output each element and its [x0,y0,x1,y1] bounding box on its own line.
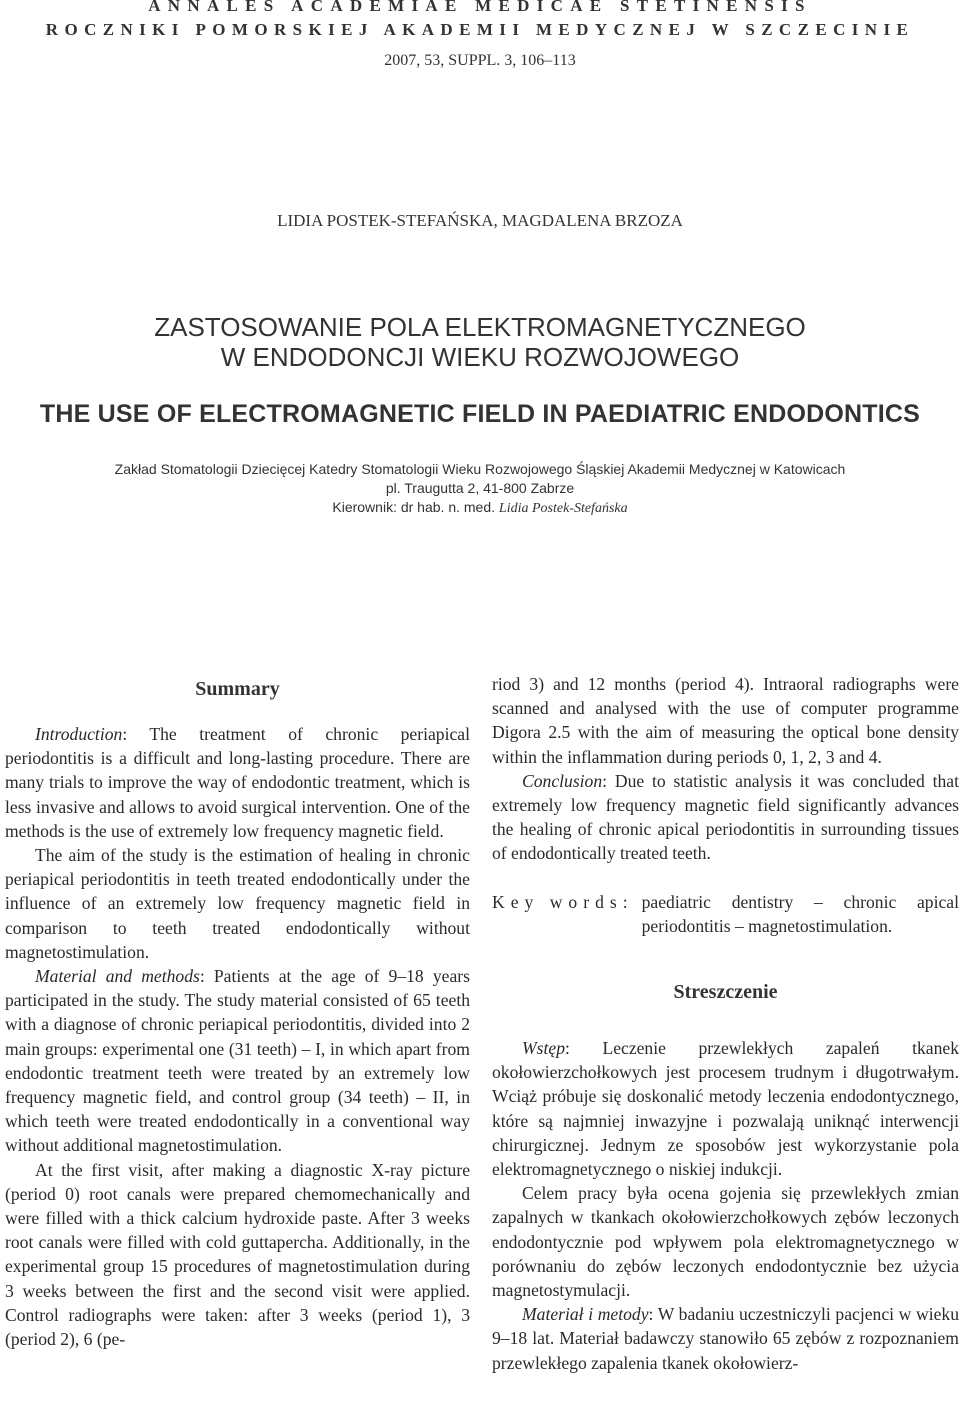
summary-methods [5,964,470,1158]
affiliation-head [0,499,960,517]
affiliation-head-name: Lidia Postek-Stefańska [498,501,628,516]
wstep-text: : Leczenie przewlekłych zapaleń tkanek okołowierzchołkowych jest procesem trudnym i długotrwałym. Wciąż próbuje się doskonalić metody leczenia endodontycznego, które są najmniej inwazyjne i pozwalają uniknąć interwencji chirurgicznej. Jednym ze sposobów jest wykorzystanie pola elektromagnetycznego o niskiej indukcji. [492,1038,959,1180]
methods-text: : Patients at the age of 9–18 years participated in the study. The study material consisted of 65 teeth with a diagnose of chronic periapical periodontitis, divided into 2 main groups: experimental one (31 teeth) – I, in which apart from endodontic treatment teeth were treated by an extremely low frequency magnetic field, and control group (34 teeth) – II, in which teeth were treated endodontically in a conventional way without additional magnetostimulation. [5,966,470,1156]
streszczenie-wstep [492,1036,959,1181]
conclusion-label: Conclusion [522,770,603,791]
summary-visit-part1: At the first visit, after making a diagnostic X-ray picture (period 0) root canals were prepared chemomechanically and were filled with a thick calcium hydroxide paste. After 3 weeks root canals were filled with cold guttapercha. Additionally, in the experimental group 15 procedures of magnetostimulation during 3 weeks between the first and the second visit were applied. Control radiographs were taken: after 3 weeks (period 1), 3 (period 2), 6 (pe- [5,1159,470,1350]
streszczenie-heading: Streszczenie [673,981,778,1004]
summary-aim: The aim of the study is the estimation of healing in chronic periapical periodontitis in teeth treated endodontically under the influence of an extremely low frequency magnetic field in comparison to teeth treated endodontically without magnetostimulation. [5,845,470,962]
wstep-label: Wstęp [522,1038,565,1059]
journal-citation: 2007, 53, SUPPL. 3, 106–113 [384,52,576,69]
material-label: Materiał i metody [522,1304,649,1325]
introduction-label: Introduction [35,724,123,744]
title-english: THE USE OF ELECTROMAGNETIC FIELD IN PAEDIATRIC ENDODONTICS [39,400,921,428]
streszczenie-material [492,1302,959,1375]
authors: LIDIA POSTEK-STEFAŃSKA, MAGDALENA BRZOZA [277,211,683,230]
summary-column-left [5,672,470,1351]
journal-title-latin: ANNALES ACADEMIAE MEDICAE STETINENSIS [148,0,812,15]
affiliation-department: Zakład Stomatologii Dziecięcej Katedry Stomatologii Wieku Rozwojowego Śląskiej Akademii Medycznej w Katowicach [114,461,846,477]
introduction-text: : The treatment of chronic periapical periodontitis is a difficult and long-lasting procedure. There are many trials to improve the way of endodontic treatment, which is less invasive and allows to avoid surgical intervention. One of the methods is the use of extremely low frequency magnetic field. [5,724,470,841]
key-words [492,890,959,938]
summary-conclusion [492,769,959,866]
key-words-text: paediatric dentistry – chronic apical periodontitis – magnetostimulation. [641,891,959,936]
summary-visit-part2: riod 3) and 12 months (period 4). Intraoral radiographs were scanned and analysed with the use of computer programme Digora 2.5 with the aim of measuring the optical bone density within the inflammation during periods 0, 1, 2, 3 and 4. [492,674,959,767]
journal-title-polish: ROCZNIKI POMORSKIEJ AKADEMII MEDYCZNEJ W SZCZECINIE [45,20,915,39]
material-text: : W badaniu uczestniczyli pacjenci w wieku 9–18 lat. Materiał badawczy stanowiło 65 zębów z rozpoznaniem przewlekłego zapalenia tkanek okołowierz- [492,1304,959,1373]
summary-introduction [5,722,470,843]
key-words-label: Key words: [492,891,634,912]
summary-column-right [492,672,959,1375]
streszczenie-cel: Celem pracy była ocena gojenia się przewlekłych zmian zapalnych w tkankach okołowierzchołkowych zębów leczonych endodontycznie pod wpływem pola elektromagnetycznego w porównaniu do zębów leczonych endodontycznie bez użycia magnetostymulacji. [492,1183,959,1301]
summary-heading: Summary [195,678,280,700]
title-polish-line2: W ENDODONCJI WIEKU ROZWOJOWEGO [220,342,740,372]
affiliation-address: pl. Traugutta 2, 41-800 Zabrze [385,480,575,496]
methods-label: Material and methods [35,966,200,987]
title-polish-line1: ZASTOSOWANIE POLA ELEKTROMAGNETYCZNEGO [154,312,806,342]
affiliation-head-prefix: Kierownik: dr hab. n. med. [332,499,496,515]
conclusion-text: : Due to statistic analysis it was concluded that extremely low frequency magnetic field significantly advances the healing of chronic apical periodontitis in surrounding tissues of endodontically treated teeth. [492,770,959,864]
